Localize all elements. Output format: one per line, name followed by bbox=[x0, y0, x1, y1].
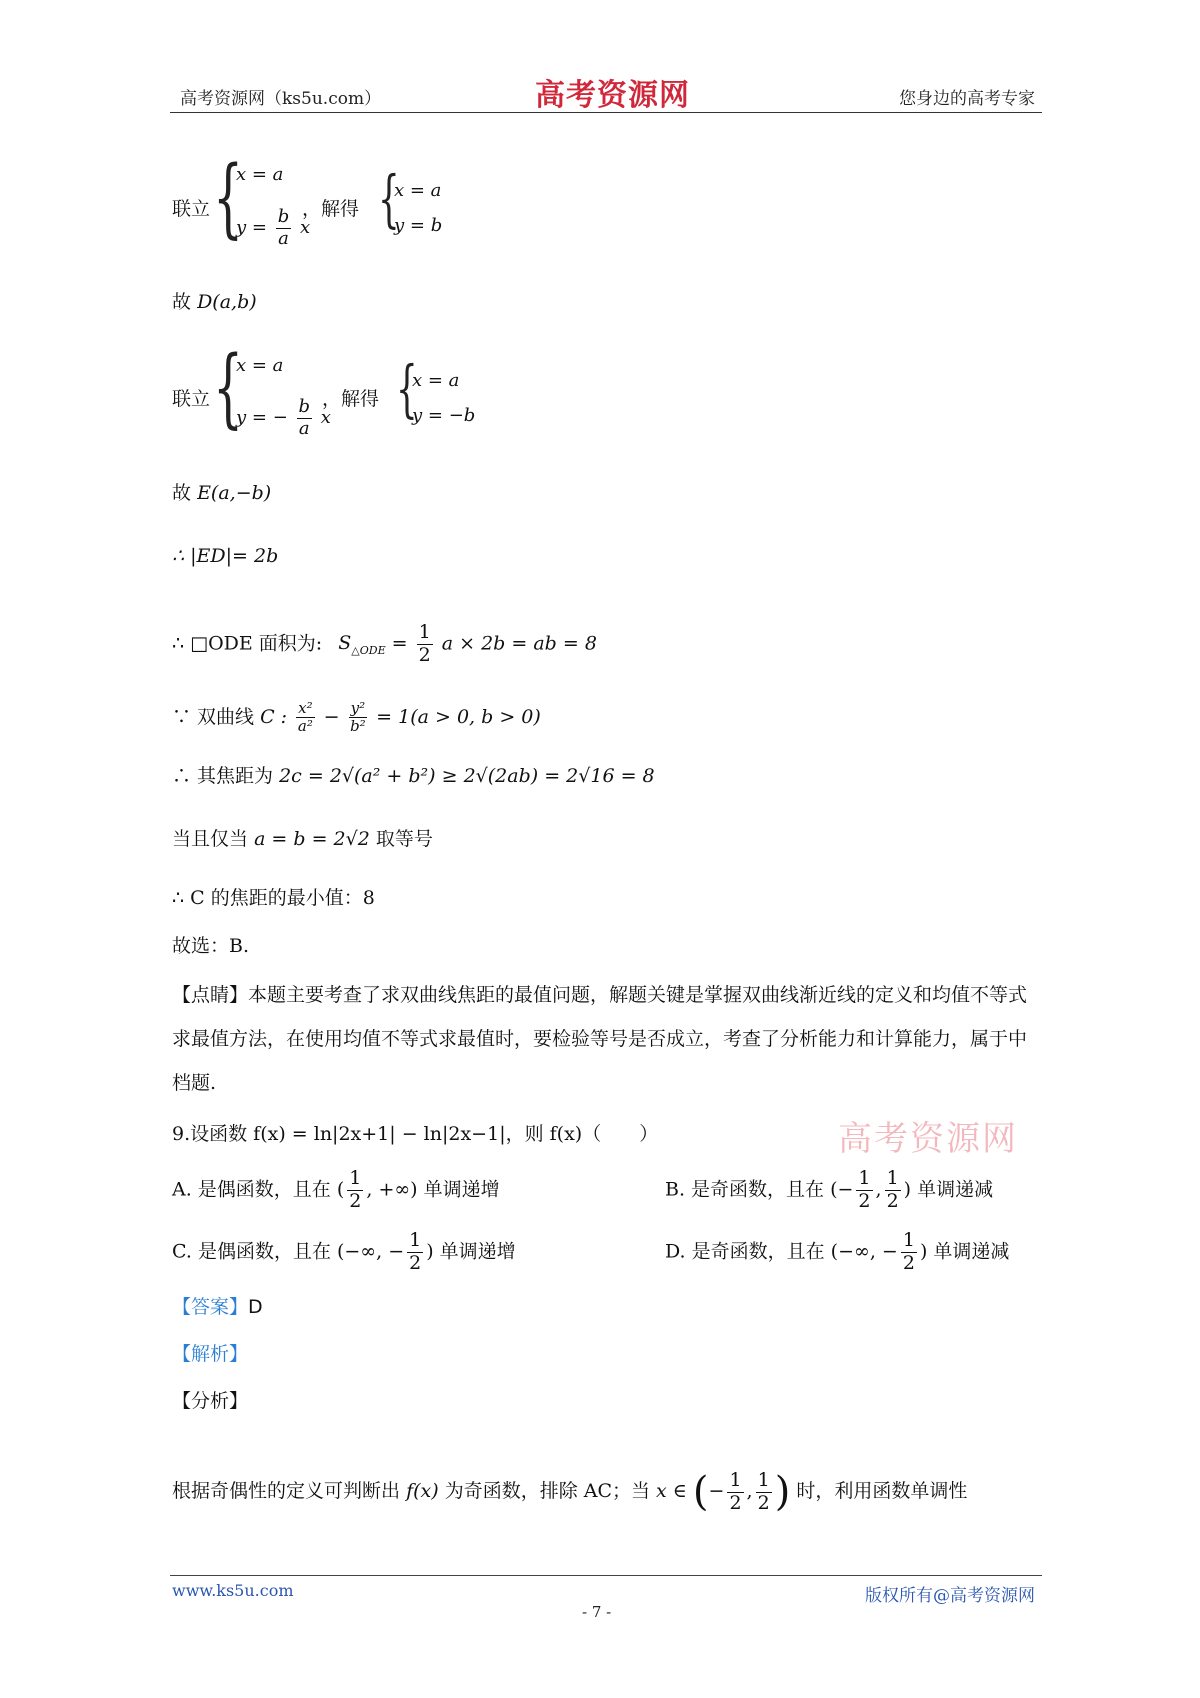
header-logo: 高考资源网 bbox=[535, 78, 690, 113]
line-min-value: ∴ C 的焦距的最小值：8 bbox=[172, 887, 375, 909]
footer-copyright: 版权所有@高考资源网 bbox=[865, 1586, 1035, 1606]
text-jiede-2: ，解得 bbox=[322, 388, 380, 410]
text-lianli-2: 联立 bbox=[172, 388, 211, 410]
footer-divider bbox=[170, 1575, 1042, 1576]
brace-system-2: { bbox=[213, 338, 244, 438]
page-number: - 7 - bbox=[582, 1603, 612, 1621]
option-C[interactable]: C. 是偶函数，且在 (−∞, − $\frac{1}{2}$ ) 单调递增 bbox=[172, 1229, 516, 1274]
header-divider bbox=[170, 112, 1042, 113]
system2-row1: x = a bbox=[236, 355, 284, 376]
question-stem: 9.设函数 f(x) = ln|2x+1| − ln|2x−1|，则 f(x)（ ） bbox=[172, 1123, 659, 1145]
line-D-point: 故 D(a,b) bbox=[172, 291, 257, 313]
system1-row1: x = a bbox=[236, 164, 284, 185]
line-equality: 当且仅当 a = b = 2√2 取等号 bbox=[172, 828, 433, 850]
line-hyperbola: ∵ 双曲线 C : $\frac{\text{x²}}{\text{a²}}$ − $\frac{\text{y²}}{\text{b²}}$ = 1(a > 0, b > 0) bbox=[172, 699, 541, 736]
line-E-point: 故 E(a,−b) bbox=[172, 482, 272, 504]
solve2-row1: x = a bbox=[412, 370, 460, 391]
analysis-line: 根据奇偶性的定义可判断出 f(x) 为奇函数，排除 AC；当 x ∈ (− $\frac{1}{2}$ , $\frac{1}{2}$ ) 时，利用函数单调性 bbox=[172, 1468, 968, 1515]
header-slogan: 您身边的高考专家 bbox=[899, 89, 1035, 109]
line-area: ∴ □ODE 面积为: $S_{\triangle ODE}$ = $\frac{1}{2}$ a × 2b = ab = 8 bbox=[172, 621, 597, 666]
answer-line: 【答案】D bbox=[172, 1296, 263, 1318]
text-jiede-1: ，解得 bbox=[302, 198, 360, 220]
option-A[interactable]: A. 是偶函数，且在 ( $\frac{1}{2}$ , +∞) 单调递增 bbox=[172, 1167, 500, 1212]
brace-solve-2: { bbox=[396, 352, 418, 425]
analysis-tag: 【解析】 bbox=[172, 1343, 249, 1365]
option-B[interactable]: B. 是奇函数，且在 (− $\frac{1}{2}$ , $\frac{1}{2}$ ) 单调递减 bbox=[665, 1167, 994, 1212]
option-D[interactable]: D. 是奇函数，且在 (−∞, − $\frac{1}{2}$ ) 单调递减 bbox=[665, 1229, 1010, 1274]
solve1-row1: x = a bbox=[394, 180, 442, 201]
solve2-row2: y = −b bbox=[412, 405, 476, 426]
line-ED-length: ∴ |ED|= 2b bbox=[172, 545, 279, 567]
footer-url[interactable]: www.ks5u.com bbox=[172, 1581, 294, 1600]
line-focal: ∴ 其焦距为 2c = 2√(a² + b²) ≥ 2√(2ab) = 2√16 = 8 bbox=[172, 765, 655, 787]
solve1-row2: y = b bbox=[394, 215, 443, 236]
line-choose: 故选：B. bbox=[172, 935, 250, 957]
text-lianli-1: 联立 bbox=[172, 198, 211, 220]
header-site-name: 高考资源网（ks5u.com） bbox=[180, 89, 382, 109]
brace-solve-1: { bbox=[378, 162, 400, 235]
fenxi-tag: 【分析】 bbox=[172, 1390, 249, 1412]
system1-row2: y = $\frac{b}{a}$ x bbox=[236, 206, 311, 249]
comment-paragraph: 【点睛】本题主要考查了求双曲线焦距的最值问题，解题关键是掌握双曲线渐近线的定义和均值不等式求最值方法，在使用均值不等式求最值时，要检验等号是否成立，考查了分析能力和计算能力，属于中档题. bbox=[172, 984, 1028, 1094]
system2-row2: y = − $\frac{b}{a}$ x bbox=[236, 396, 331, 439]
brace-system-1: { bbox=[213, 148, 244, 248]
watermark-logo: 高考资源网 bbox=[838, 1119, 1018, 1159]
